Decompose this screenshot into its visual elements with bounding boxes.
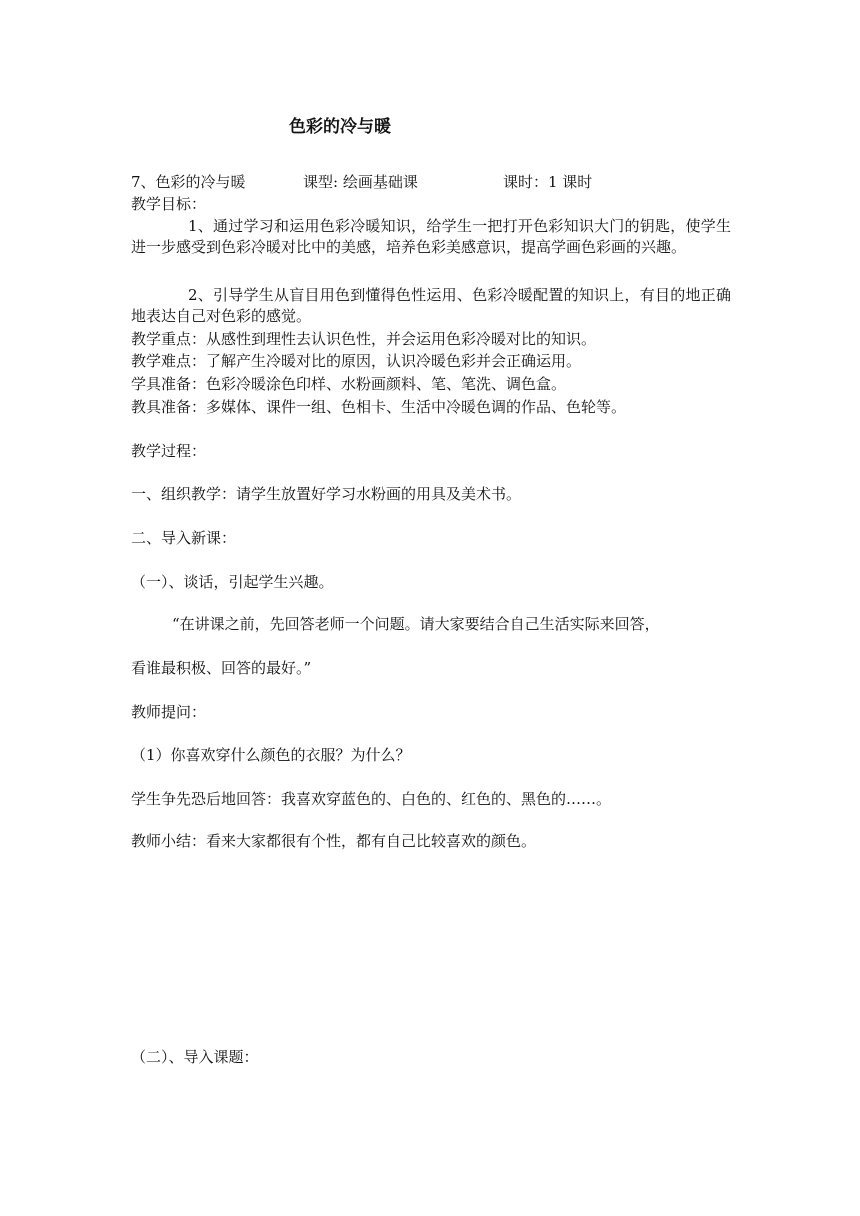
objective-1: 1、通过学习和运用色彩冷暖知识，给学生一把打开色彩知识大门的钥匙，使学生进一步感受到色彩冷暖对比中的美感，培养色彩美感意识，提高学画色彩画的兴趣。 — [131, 217, 731, 256]
sub-step-1: （一）、谈话，引起学生兴趣。 — [131, 573, 334, 591]
question-1: （1）你喜欢穿什么颜色的衣服？为什么？ — [131, 746, 411, 764]
difficulty: 教学难点：了解产生冷暖对比的原因，认识冷暖色彩并会正确运用。 — [131, 352, 582, 370]
document-title: 色彩的冷与暖 — [289, 117, 391, 137]
step-2: 二、导入新课： — [131, 529, 237, 547]
lesson-hours: 课时：1 课时 — [503, 173, 593, 191]
teacher-prep: 教具准备：多媒体、课件一组、色相卡、生活中冷暖色调的作品、色轮等。 — [131, 398, 627, 416]
student-prep: 学具准备：色彩冷暖涂色印样、水粉画颜料、笔、笔洗、调色盒。 — [131, 375, 567, 393]
key-point: 教学重点：从感性到理性去认识色性，并会运用色彩冷暖对比的知识。 — [131, 330, 597, 348]
lesson-type: 课型: 绘画基础课 — [303, 173, 418, 191]
teacher-question: 教师提问： — [131, 703, 207, 721]
objective-2: 2、引导学生从盲目用色到懂得色性运用、色彩冷暖配置的知识上，有目的地正确地表达自己对色彩的感觉。 — [131, 286, 731, 325]
lesson-meta-line — [131, 172, 592, 192]
sub-step-2: （二）、导入课题： — [131, 1048, 259, 1066]
objectives-heading: 教学目标： — [131, 195, 207, 213]
step-1: 一、组织教学：请学生放置好学习水粉画的用具及美术书。 — [131, 485, 522, 503]
quote-line-1: “在讲课之前，先回答老师一个问题。请大家要结合自己生活实际来回答， — [172, 615, 660, 633]
teacher-summary: 教师小结：看来大家都很有个性，都有自己比较喜欢的颜色。 — [131, 832, 537, 850]
lesson-name: 7、色彩的冷与暖 — [131, 173, 246, 191]
process-heading: 教学过程： — [131, 442, 207, 460]
quote-line-2: 看谁最积极、回答的最好。” — [131, 659, 312, 677]
student-answer: 学生争先恐后地回答：我喜欢穿蓝色的、白色的、红色的、黑色的……。 — [131, 790, 612, 808]
